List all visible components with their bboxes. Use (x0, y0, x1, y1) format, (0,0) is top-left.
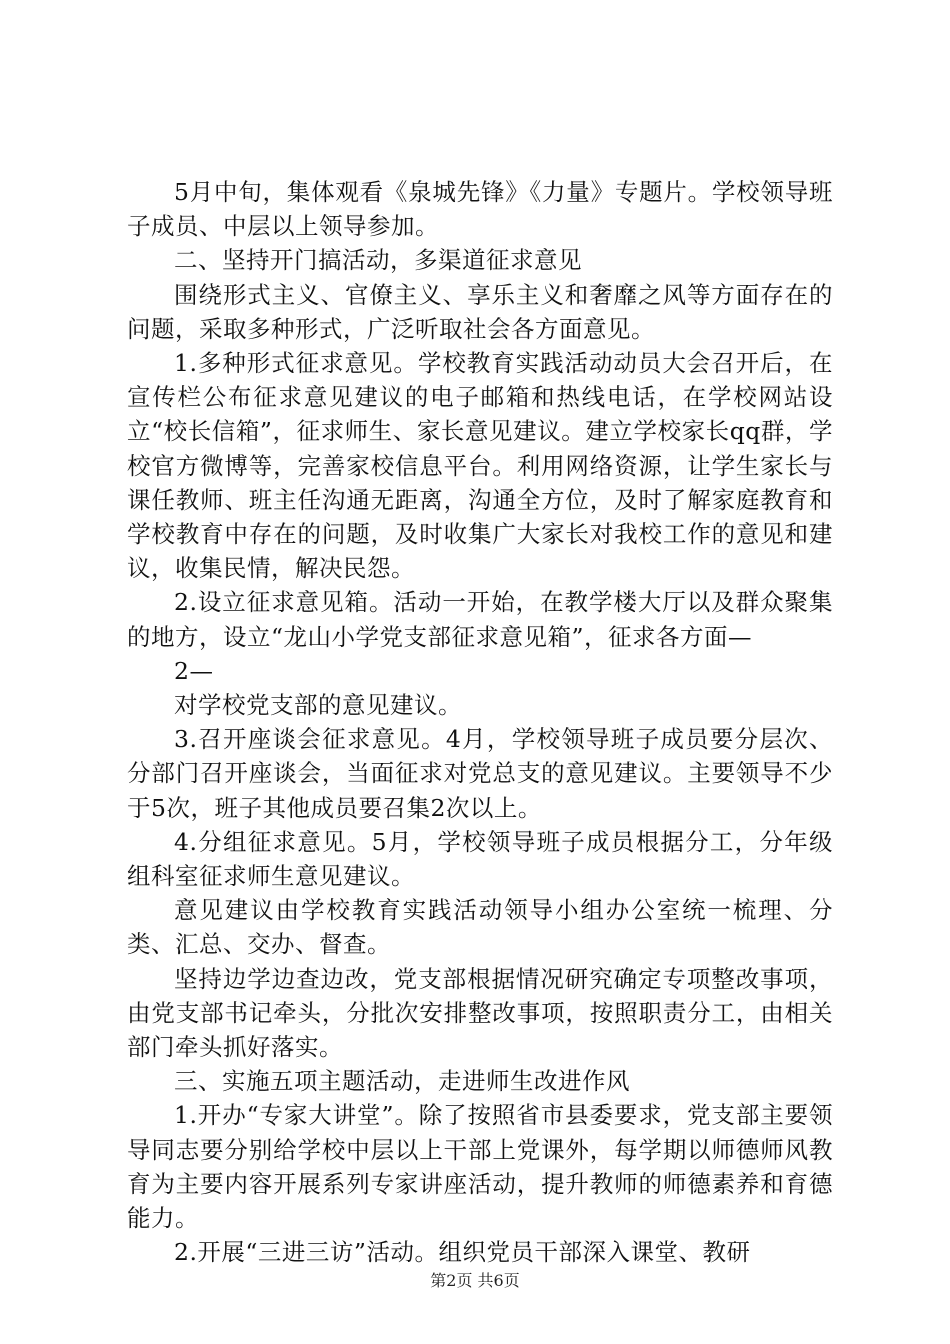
paragraph-intro-opinions: 围绕形式主义、官僚主义、享乐主义和奢靡之风等方面存在的问题，采取多种形式，广泛听取社会各方面意见。 (127, 280, 833, 343)
paragraph-item-2-opinion-box: 2.设立征求意见箱。活动一开始，在教学楼大厅以及群众聚集的地方，设立“龙山小学党支部征求意见箱”，征求各方面— (127, 588, 833, 651)
section-heading-two: 二、坚持开门搞活动，多渠道征求意见 (174, 246, 582, 275)
paragraph-party-branch-opinions: 对学校党支部的意见建议。 (174, 691, 462, 720)
section-heading-three: 三、实施五项主题活动，走进师生改进作风 (174, 1067, 630, 1096)
page-break-marker: 2— (174, 656, 214, 685)
paragraph-viewing-films: 5月中旬，集体观看《泉城先锋》《力量》专题片。学校领导班子成员、中层以上领导参加。 (127, 178, 833, 241)
paragraph-item-1-expert-lectures: 1.开办“专家大讲堂”。除了按照省市县委要求，党支部主要领导同志要分别给学校中层以上干部上党课外，每学期以师德师风教育为主要内容开展系列专家讲座活动，提升教师的师德素养和育德能力。 (127, 1101, 833, 1233)
paragraph-opinion-handling: 意见建议由学校教育实践活动领导小组办公室统一梳理、分类、汇总、交办、督查。 (127, 896, 833, 959)
paragraph-item-2-three-visits: 2.开展“三进三访”活动。组织党员干部深入课堂、教研 (174, 1238, 751, 1267)
paragraph-item-3-forum: 3.召开座谈会征求意见。4月，学校领导班子成员要分层次、分部门召开座谈会，当面征求对党总支的意见建议。主要领导不少于5次，班子其他成员要召集2次以上。 (127, 725, 833, 822)
paragraph-item-1-multiple-forms: 1.多种形式征求意见。学校教育实践活动动员大会召开后，在宣传栏公布征求意见建议的电子邮箱和热线电话，在学校网站设立“校长信箱”，征求师生、家长意见建议。建立学校家长qq群，学校官方微博等，完善家校信息平台。利用网络资源，让学生家长与课任教师、班主任沟通无距离，沟通全方位，及时了解家庭教育和学校教育中存在的问题，及时收集广大家长对我校工作的意见和建议，收集民情，解决民怨。 (127, 349, 833, 583)
document-body (127, 175, 833, 1270)
paragraph-item-4-groups: 4.分组征求意见。5月，学校领导班子成员根据分工，分年级组科室征求师生意见建议。 (127, 827, 833, 891)
paragraph-rectification: 坚持边学边查边改，党支部根据情况研究确定专项整改事项，由党支部书记牵头，分批次安排整改事项，按照职责分工，由相关部门牵头抓好落实。 (127, 964, 833, 1062)
page-number-footer: 第2页 共6页 (430, 1271, 520, 1290)
